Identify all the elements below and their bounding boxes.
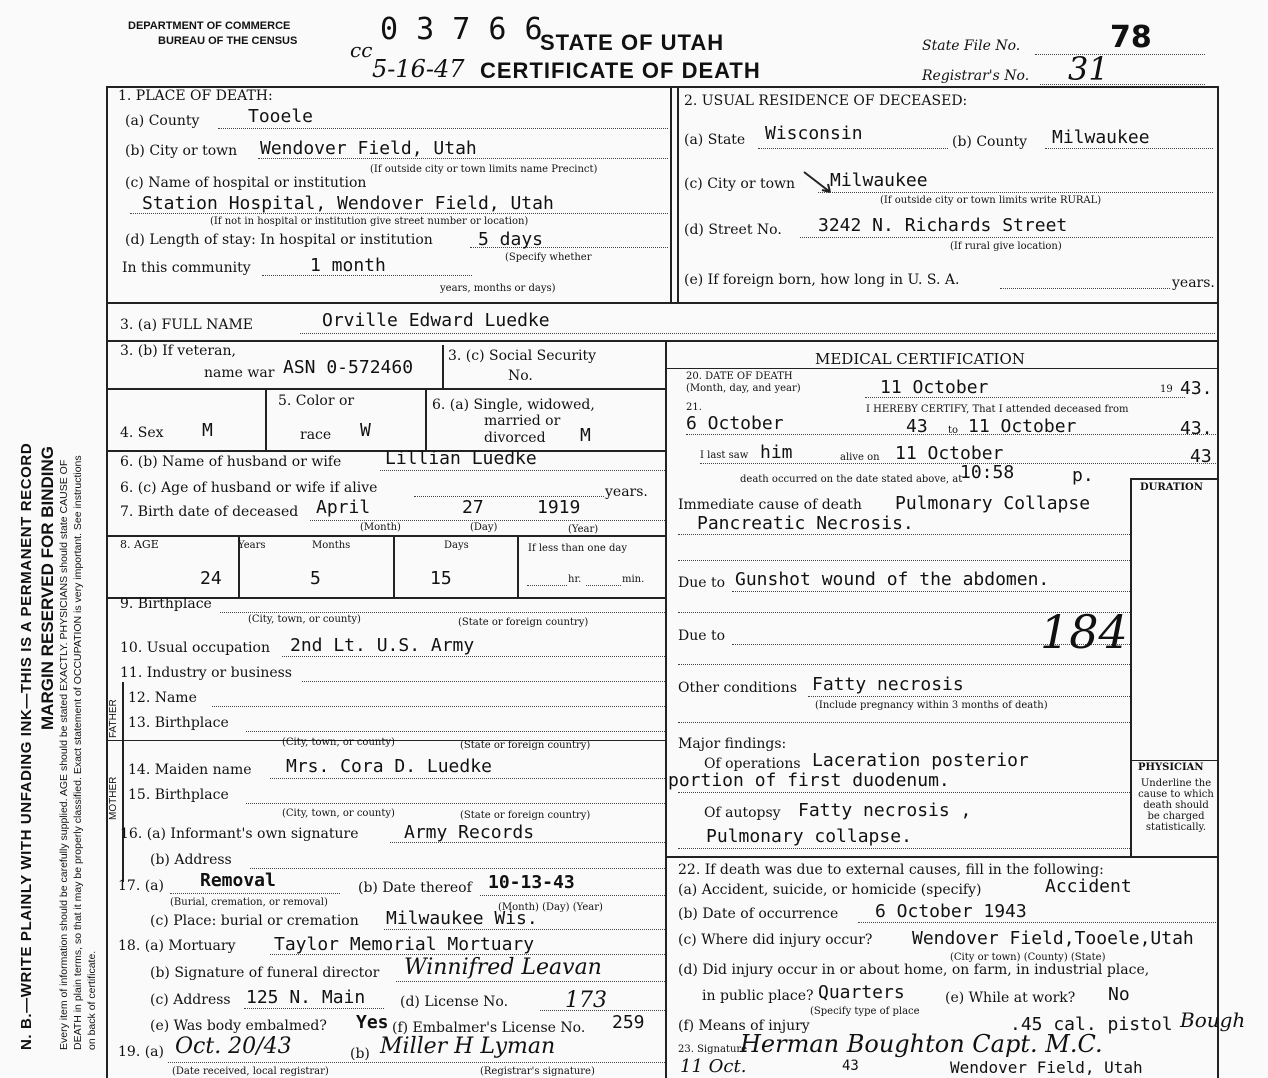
certify-statement: I HEREBY CERTIFY, That I attended deceased from [866, 404, 1129, 415]
burial-place-label: (c) Place: burial or cremation [150, 913, 359, 929]
last-saw-label: I last saw [700, 450, 749, 461]
res-state-label: (a) State [684, 132, 746, 148]
public-place-label: in public place? [702, 988, 814, 1004]
certify-number: 21. [686, 402, 702, 413]
birthplace-state-note: (State or foreign country) [458, 617, 589, 628]
res-street-note: (If rural give location) [950, 241, 1062, 252]
burial-place-value: Milwaukee Wis. [386, 908, 538, 929]
embalmed-value: Yes [356, 1012, 389, 1033]
mortuary-label: 18. (a) Mortuary [118, 938, 236, 954]
registrar-signature-note: (Registrar's signature) [480, 1066, 595, 1077]
mortuary-value: Taylor Memorial Mortuary [274, 934, 535, 955]
date-of-death-label: 20. DATE OF DEATH [686, 371, 793, 382]
state-file-label: State File No. [922, 38, 1021, 54]
birthplace-city-note: (City, town, or county) [248, 614, 361, 625]
margin-instructions-3: on back of certificate. [86, 950, 98, 1050]
ssn-label: 3. (c) Social Security [448, 348, 597, 364]
embalmed-label: (e) Was body embalmed? [150, 1018, 327, 1034]
city-note: (If outside city or town limits name Precinct) [370, 164, 598, 175]
attended-to-year: 43. [1180, 418, 1213, 439]
disposal-date-label: (b) Date thereof [358, 880, 472, 896]
external-causes-label: 22. If death was due to external causes, fill in the following: [678, 862, 1104, 878]
age-less-label: If less than one day [528, 543, 627, 554]
last-saw-value: him [760, 442, 793, 463]
margin-warning: N. B.—WRITE PLAINLY WITH UNFADING INK—THIS IS A PERMANENT RECORD [18, 442, 35, 1050]
occurrence-value: 6 October 1943 [875, 901, 1027, 922]
disposal-value: Removal [200, 870, 276, 891]
community-label: In this community [122, 260, 251, 276]
death-time-value: 10:58 [960, 462, 1015, 483]
registrar-label: Registrar's No. [922, 68, 1030, 84]
top-divider-2 [677, 86, 679, 304]
department-label: DEPARTMENT OF COMMERCE [128, 20, 291, 32]
immediate-cause-value: Pulmonary Collapse [895, 493, 1091, 514]
public-place-note: (Specify type of place [810, 1006, 920, 1017]
full-name-label: 3. (a) FULL NAME [120, 317, 253, 333]
mother-side-label: MOTHER [108, 776, 119, 820]
date-of-death-year: 43. [1180, 378, 1213, 399]
informant-value: Army Records [404, 822, 535, 843]
handwritten-cc: cc [350, 38, 373, 62]
medical-certification-title: MEDICAL CERTIFICATION [815, 350, 1025, 368]
maiden-name-label: 14. Maiden name [128, 762, 252, 778]
birth-month-value: April [316, 497, 371, 518]
state-file-number: 78 [1110, 20, 1152, 55]
occupation-label: 10. Usual occupation [120, 640, 270, 656]
form-right-border [1217, 86, 1219, 1078]
duration-column [1130, 478, 1132, 858]
state-title: STATE OF UTAH [540, 30, 725, 55]
mother-birthplace-label: 15. Birthplace [128, 787, 229, 803]
margin-binding: MARGIN RESERVED FOR BINDING [38, 446, 57, 730]
other-conditions-value: Fatty necrosis [812, 674, 964, 695]
res-county-label: (b) County [952, 134, 1028, 150]
res-street-label: (d) Street No. [684, 222, 782, 238]
registrar-signature: Miller H Lyman [380, 1034, 556, 1059]
operations-label: Of operations [704, 756, 801, 772]
age-months-label: Months [312, 540, 351, 551]
res-city-label: (c) City or town [684, 176, 796, 192]
foreign-suffix: years. [1172, 275, 1215, 291]
immediate-cause-label: Immediate cause of death [678, 497, 862, 513]
res-city-note: (If outside city or town limits write RURAL) [880, 195, 1102, 206]
death-county-value: Tooele [248, 106, 314, 127]
disposal-note: (Burial, cremation, or removal) [170, 897, 328, 908]
veteran-label: 3. (b) If veteran, [120, 343, 236, 359]
disposal-date-value: 10-13-43 [488, 872, 575, 893]
license-label: (d) License No. [400, 994, 509, 1010]
serial-number: 0 3 7 6 6 [380, 12, 543, 47]
marital-value: M [580, 425, 591, 446]
bureau-label: BUREAU OF THE CENSUS [158, 35, 298, 47]
father-side-label: FATHER [108, 699, 119, 738]
city-label: (b) City or town [125, 143, 238, 159]
immediate-cause-value-2: Pancreatic Necrosis. [697, 513, 914, 534]
father-state-note: (State or foreign country) [460, 740, 591, 751]
at-work-label: (e) While at work? [945, 990, 1076, 1006]
due-to-value-1: Gunshot wound of the abdomen. [735, 569, 1050, 590]
industry-label: 11. Industry or business [120, 665, 292, 681]
major-findings-label: Major findings: [678, 736, 787, 752]
duration-label: DURATION [1140, 482, 1203, 493]
occupation-value: 2nd Lt. U.S. Army [290, 635, 475, 656]
age-label: 8. AGE [120, 538, 159, 551]
embalmer-value: 259 [612, 1012, 645, 1033]
place-of-death-title: 1. PLACE OF DEATH: [118, 88, 273, 104]
signature-year: 43 [842, 1058, 859, 1074]
signature-date: 11 Oct. [680, 1056, 747, 1077]
arrow-mark [800, 168, 840, 198]
war-label: name war [204, 365, 275, 381]
attended-from-year: 43 [906, 416, 928, 437]
age-months-value: 5 [310, 568, 321, 589]
form-top-border [106, 86, 1219, 88]
father-birthplace-label: 13. Birthplace [128, 715, 229, 731]
birth-year-note: (Year) [568, 524, 599, 535]
hospital-label: (c) Name of hospital or institution [125, 175, 367, 191]
date-of-death-value: 11 October [880, 377, 989, 398]
alive-on-year: 43 [1190, 446, 1212, 467]
birth-day-value: 27 [462, 497, 484, 518]
spouse-value: Lillian Luedke [385, 448, 537, 469]
maiden-name-value: Mrs. Cora D. Luedke [286, 756, 492, 777]
occurrence-label: (b) Date of occurrence [678, 906, 839, 922]
res-county-value: Milwaukee [1052, 127, 1150, 148]
age-days-value: 15 [430, 568, 452, 589]
autopsy-label: Of autopsy [704, 805, 781, 821]
marital-label: 6. (a) Single, widowed, [432, 397, 595, 413]
race-value: W [360, 420, 371, 441]
alive-on-label: alive on [840, 452, 880, 463]
birth-month-note: (Month) [360, 522, 401, 533]
sex-value: M [202, 420, 213, 441]
death-time-pm: p. [1072, 465, 1094, 486]
accident-value: Accident [1045, 876, 1132, 897]
marital-label-2: married or [484, 413, 561, 429]
stay-note: (Specify whether [505, 252, 592, 263]
father-name-label: 12. Name [128, 690, 197, 706]
stay-label: (d) Length of stay: In hospital or institution [125, 232, 433, 248]
signature-place: Wendover Field, Utah [950, 1058, 1143, 1077]
attended-from-date: 6 October [686, 413, 784, 434]
mother-state-note: (State or foreign country) [460, 810, 591, 821]
date-of-death-note: (Month, day, and year) [686, 383, 801, 394]
registrar-number: 31 [1068, 50, 1109, 88]
handwritten-mark: 184 [1040, 605, 1128, 659]
certificate-title: CERTIFICATE OF DEATH [480, 58, 761, 83]
alive-on-date: 11 October [895, 443, 1004, 464]
license-value: 173 [565, 988, 607, 1013]
at-work-value: No [1108, 984, 1130, 1005]
death-city-value: Wendover Field, Utah [260, 138, 477, 159]
margin-instructions-1: Every item of information should be carefully supplied. AGE should be stated EXACTLY. PHYSICIANS should state CAUSE OF [58, 459, 70, 1050]
hospital-note: (If not in hospital or institution give street number or location) [210, 216, 529, 227]
due-to-label-2: Due to [678, 628, 726, 644]
autopsy-value-2: Pulmonary collapse. [706, 826, 912, 847]
handwritten-date: 5-16-47 [372, 55, 465, 83]
embalmer-label: (f) Embalmer's License No. [392, 1020, 586, 1036]
birth-date-label: 7. Birth date of deceased [120, 504, 299, 520]
spouse-age-suffix: years. [605, 484, 648, 500]
means-initials: Bough [1180, 1008, 1246, 1032]
signature-label: 23. Signature [678, 1044, 748, 1055]
received-b-label: (b) [350, 1046, 370, 1062]
mortuary-address-value: 125 N. Main [246, 987, 366, 1008]
birth-day-note: (Day) [470, 522, 498, 533]
informant-label: 16. (a) Informant's own signature [120, 826, 359, 842]
community-note: years, months or days) [440, 283, 556, 294]
attended-to-date: 11 October [968, 416, 1077, 437]
received-label: 19. (a) [118, 1044, 164, 1060]
marital-label-3: divorced [484, 430, 546, 446]
where-label: (c) Where did injury occur? [678, 932, 873, 948]
mother-city-note: (City, town, or county) [282, 808, 395, 819]
sex-label: 4. Sex [120, 425, 164, 441]
means-label: (f) Means of injury [678, 1018, 810, 1034]
foreign-label: (e) If foreign born, how long in U. S. A. [684, 272, 960, 288]
color-label: 5. Color or [278, 393, 355, 409]
public-place-value: Quarters [818, 982, 905, 1003]
age-hr: hr. [568, 574, 582, 585]
funeral-director-label: (b) Signature of funeral director [150, 965, 380, 981]
operations-value-2: portion of first duodenum. [668, 770, 950, 791]
age-years-value: 24 [200, 568, 222, 589]
funeral-director-signature: Winnifred Leavan [404, 955, 602, 980]
community-value: 1 month [310, 255, 386, 276]
disposal-date-note: (Month) (Day) (Year) [498, 902, 603, 913]
res-street-value: 3242 N. Richards Street [818, 215, 1068, 236]
mortuary-address-label: (c) Address [150, 992, 231, 1008]
ssn-no-label: No. [508, 368, 533, 384]
race-label: race [300, 427, 332, 443]
received-date: Oct. 20/43 [175, 1034, 292, 1059]
other-conditions-note: (Include pregnancy within 3 months of death) [815, 700, 1048, 711]
father-city-note: (City, town, or county) [282, 737, 395, 748]
res-city-value: Milwaukee [830, 170, 928, 191]
age-min: min. [622, 574, 645, 585]
form-left-border [106, 86, 108, 1078]
age-days-label: Days [444, 540, 469, 551]
other-conditions-label: Other conditions [678, 680, 798, 696]
autopsy-value: Fatty necrosis , [798, 800, 972, 821]
spouse-age-label: 6. (c) Age of husband or wife if alive [120, 480, 378, 496]
res-state-value: Wisconsin [765, 123, 863, 144]
disposal-label: 17. (a) [118, 878, 164, 894]
informant-address-label: (b) Address [150, 852, 232, 868]
home-label: (d) Did injury occur in or about home, on farm, in industrial place, [678, 962, 1150, 978]
physician-box-text: Underline the cause to which death should be charged statistically. [1138, 778, 1214, 833]
residence-title: 2. USUAL RESIDENCE OF DECEASED: [684, 93, 968, 109]
age-years-label: Years [238, 540, 266, 551]
date-of-death-century: 19 [1160, 384, 1173, 395]
physician-signature: Herman Boughton Capt. M.C. [740, 1030, 1103, 1058]
where-value: Wendover Field,Tooele,Utah [912, 928, 1194, 949]
accident-label: (a) Accident, suicide, or homicide (specify) [678, 882, 982, 898]
means-value: .45 cal. pistol [1010, 1014, 1173, 1035]
county-label: (a) County [125, 113, 200, 129]
war-value: ASN 0-572460 [283, 357, 414, 378]
stay-value: 5 days [478, 229, 544, 250]
operations-value: Laceration posterior [812, 750, 1029, 771]
hospital-value: Station Hospital, Wendover Field, Utah [142, 193, 554, 214]
birth-year-value: 1919 [537, 497, 581, 518]
margin-instructions-2: DEATH in plain terms, so that it may be properly classified. Exact statement of OCCUPATION is very important. See instructions [72, 455, 84, 1050]
physician-box-label: PHYSICIAN [1138, 762, 1204, 773]
top-divider [670, 86, 672, 304]
received-note: (Date received, local registrar) [172, 1066, 329, 1077]
death-occurred-label: death occurred on the date stated above, at [740, 474, 963, 485]
attended-to-label: to [948, 425, 959, 436]
birthplace-label: 9. Birthplace [120, 596, 212, 612]
spouse-label: 6. (b) Name of husband or wife [120, 454, 342, 470]
full-name-value: Orville Edward Luedke [322, 310, 550, 331]
where-note: (City or town) (County) (State) [950, 952, 1106, 963]
due-to-label-1: Due to [678, 575, 726, 591]
